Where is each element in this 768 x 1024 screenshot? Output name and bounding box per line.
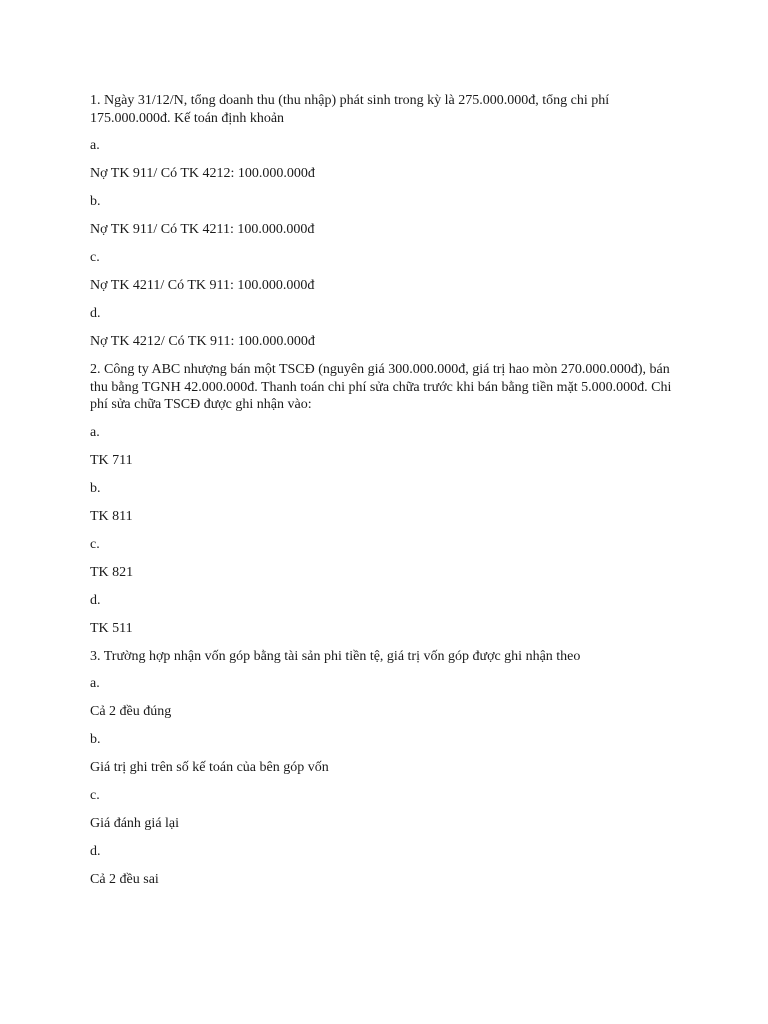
question-1-option-d-letter: d. bbox=[90, 306, 101, 321]
question-3-text: 3. Trường hợp nhận vốn góp bằng tài sản phi tiền tệ, giá trị vốn góp được ghi nhận theo bbox=[90, 648, 581, 664]
question-2-option-a-letter: a. bbox=[90, 424, 100, 440]
question-1-option-c-text: Nợ TK 4211/ Có TK 911: 100.000.000đ bbox=[90, 278, 315, 293]
question-1-option-d-text: Nợ TK 4212/ Có TK 911: 100.000.000đ bbox=[90, 334, 315, 349]
question-1-option-c-letter: c. bbox=[90, 250, 100, 265]
question-2-text: 2. Công ty ABC nhượng bán một TSCĐ (nguyên giá 300.000.000đ, giá trị hao mòn 270.000.000đ), bán thu bằng TGNH 42.000.000đ. Thanh toán chi phí sửa chữa trước khi bán bằng tiền mặt 5.000.000đ. Chi phí sửa chữa TSCĐ được ghi nhận vào: bbox=[90, 362, 672, 412]
question-2-option-c-letter: c. bbox=[90, 536, 100, 552]
question-3-option-d-letter: d. bbox=[90, 844, 101, 859]
question-3-option-c-text: Giá đánh giá lại bbox=[90, 816, 180, 831]
question-2-option-a-text: TK 711 bbox=[90, 452, 133, 468]
question-1-option-b-text: Nợ TK 911/ Có TK 4211: 100.000.000đ bbox=[90, 222, 315, 237]
question-2-option-b-text: TK 811 bbox=[90, 508, 133, 524]
question-3-option-a-text: Cả 2 đều đúng bbox=[90, 704, 172, 719]
question-3-option-b-letter: b. bbox=[90, 732, 101, 747]
question-2-option-b-letter: b. bbox=[90, 480, 101, 496]
question-2-option-d-letter: d. bbox=[90, 592, 101, 608]
question-1-text: 1. Ngày 31/12/N, tổng doanh thu (thu nhập) phát sinh trong kỳ là 275.000.000đ, tổng chi phí 175.000.000đ. Kế toán định khoản bbox=[90, 93, 610, 126]
question-1-option-a-text: Nợ TK 911/ Có TK 4212: 100.000.000đ bbox=[90, 166, 315, 181]
question-3-option-a-letter: a. bbox=[90, 676, 100, 691]
question-1-option-b-letter: b. bbox=[90, 194, 101, 209]
document-page bbox=[90, 92, 680, 899]
question-2-option-c-text: TK 821 bbox=[90, 564, 134, 580]
question-2-option-d-text: TK 511 bbox=[90, 620, 133, 636]
question-3-option-d-text: Cả 2 đều sai bbox=[90, 872, 159, 887]
question-1-option-a-letter: a. bbox=[90, 138, 100, 153]
question-3-option-b-text: Giá trị ghi trên số kế toán của bên góp vốn bbox=[90, 760, 329, 775]
question-3-option-c-letter: c. bbox=[90, 788, 100, 803]
